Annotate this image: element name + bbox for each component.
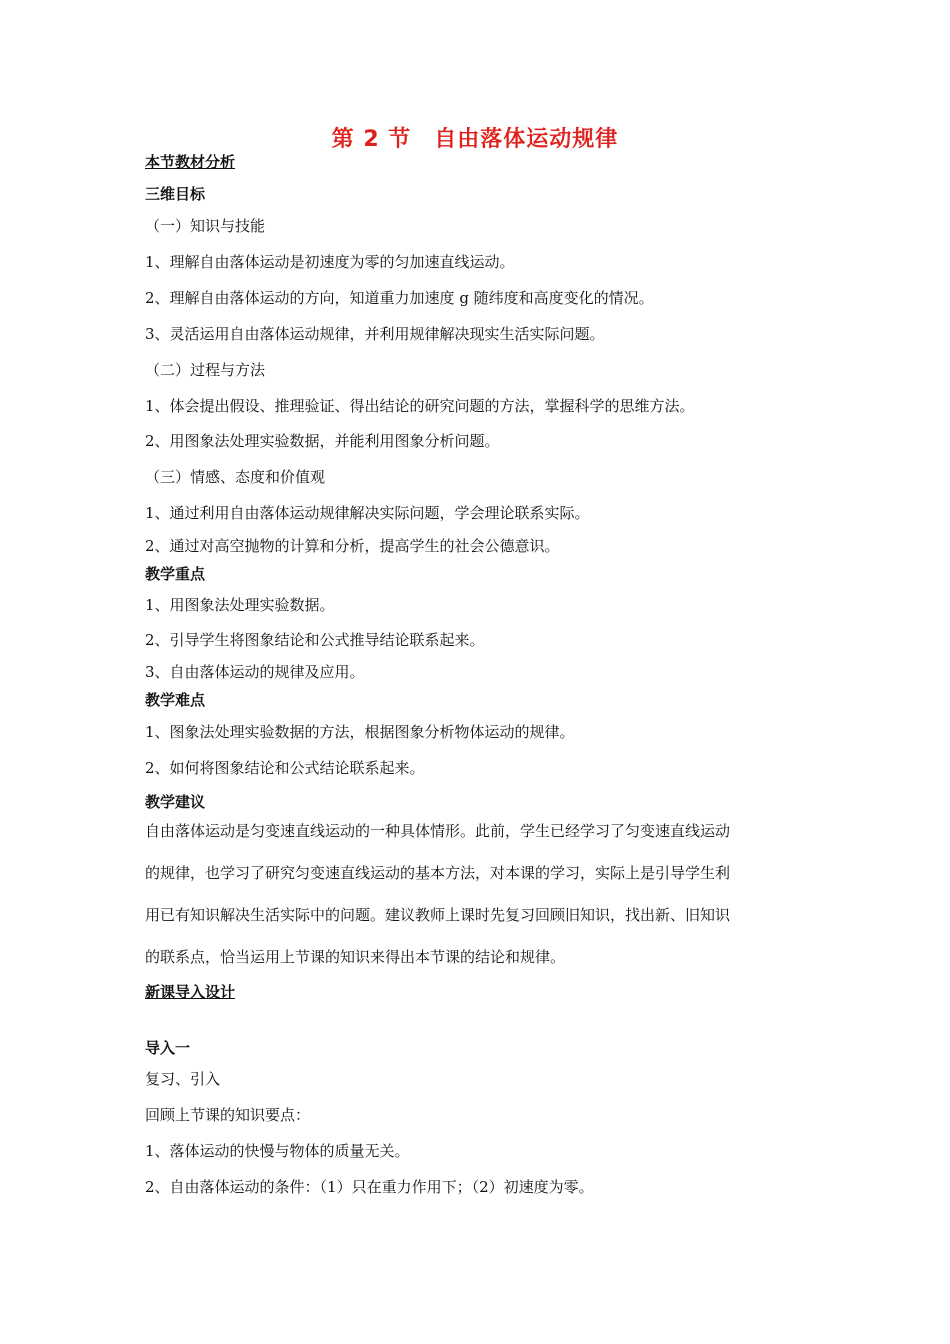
suggest-paragraph [145,810,813,978]
goal2-heading: （二）过程与方法 [145,361,266,379]
intro-design-heading: 新课导入设计 [145,983,236,1001]
suggest-line: 自由落体运动是匀变速直线运动的一种具体情形。此前，学生已经学习了匀变速直线运动 [145,822,731,840]
analysis-heading: 本节教材分析 [145,153,236,171]
goal3-item: 2、通过对高空抛物的计算和分析，提高学生的社会公德意识。 [145,537,560,555]
goal1-item: 2、理解自由落体运动的方向，知道重力加速度 g 随纬度和高度变化的情况。 [145,289,654,307]
intro1-line: 1、落体运动的快慢与物体的质量无关。 [145,1142,410,1160]
goal1-heading: （一）知识与技能 [145,217,266,235]
key-heading: 教学重点 [145,565,206,583]
page-title: 第 2 节 自由落体运动规律 [331,127,619,152]
intro1-line: 回顾上节课的知识要点： [145,1106,311,1124]
key-item: 3、自由落体运动的规律及应用。 [145,663,365,681]
intro1-line: 复习、引入 [145,1070,221,1088]
goal1-item: 1、理解自由落体运动是初速度为零的匀加速直线运动。 [145,253,515,271]
difficult-item: 2、如何将图象结论和公式结论联系起来。 [145,759,425,777]
goal1-item: 3、灵活运用自由落体运动规律，并利用规律解决现实生活实际问题。 [145,325,605,343]
suggest-line: 的规律，也学习了研究匀变速直线运动的基本方法，对本课的学习，实际上是引导学生利 [145,864,731,882]
key-item: 1、用图象法处理实验数据。 [145,596,335,614]
suggest-line: 用已有知识解决生活实际中的问题。建议教师上课时先复习回顾旧知识，找出新、旧知识 [145,906,731,924]
goal3-item: 1、通过利用自由落体运动规律解决实际问题，学会理论联系实际。 [145,504,590,522]
suggest-heading: 教学建议 [145,793,206,811]
difficult-heading: 教学难点 [145,691,206,709]
goal2-item: 1、体会提出假设、推理验证、得出结论的研究问题的方法，掌握科学的思维方法。 [145,397,695,415]
suggest-line: 的联系点，恰当运用上节课的知识来得出本节课的结论和规律。 [145,948,566,966]
goal2-item: 2、用图象法处理实验数据，并能利用图象分析问题。 [145,432,500,450]
key-item: 2、引导学生将图象结论和公式推导结论联系起来。 [145,631,485,649]
intro1-heading: 导入一 [145,1039,191,1057]
goals-heading: 三维目标 [145,185,206,203]
goal3-heading: （三）情感、态度和价值观 [145,468,326,486]
difficult-item: 1、图象法处理实验数据的方法，根据图象分析物体运动的规律。 [145,723,575,741]
intro1-line: 2、自由落体运动的条件：（1）只在重力作用下；（2）初速度为零。 [145,1178,594,1196]
